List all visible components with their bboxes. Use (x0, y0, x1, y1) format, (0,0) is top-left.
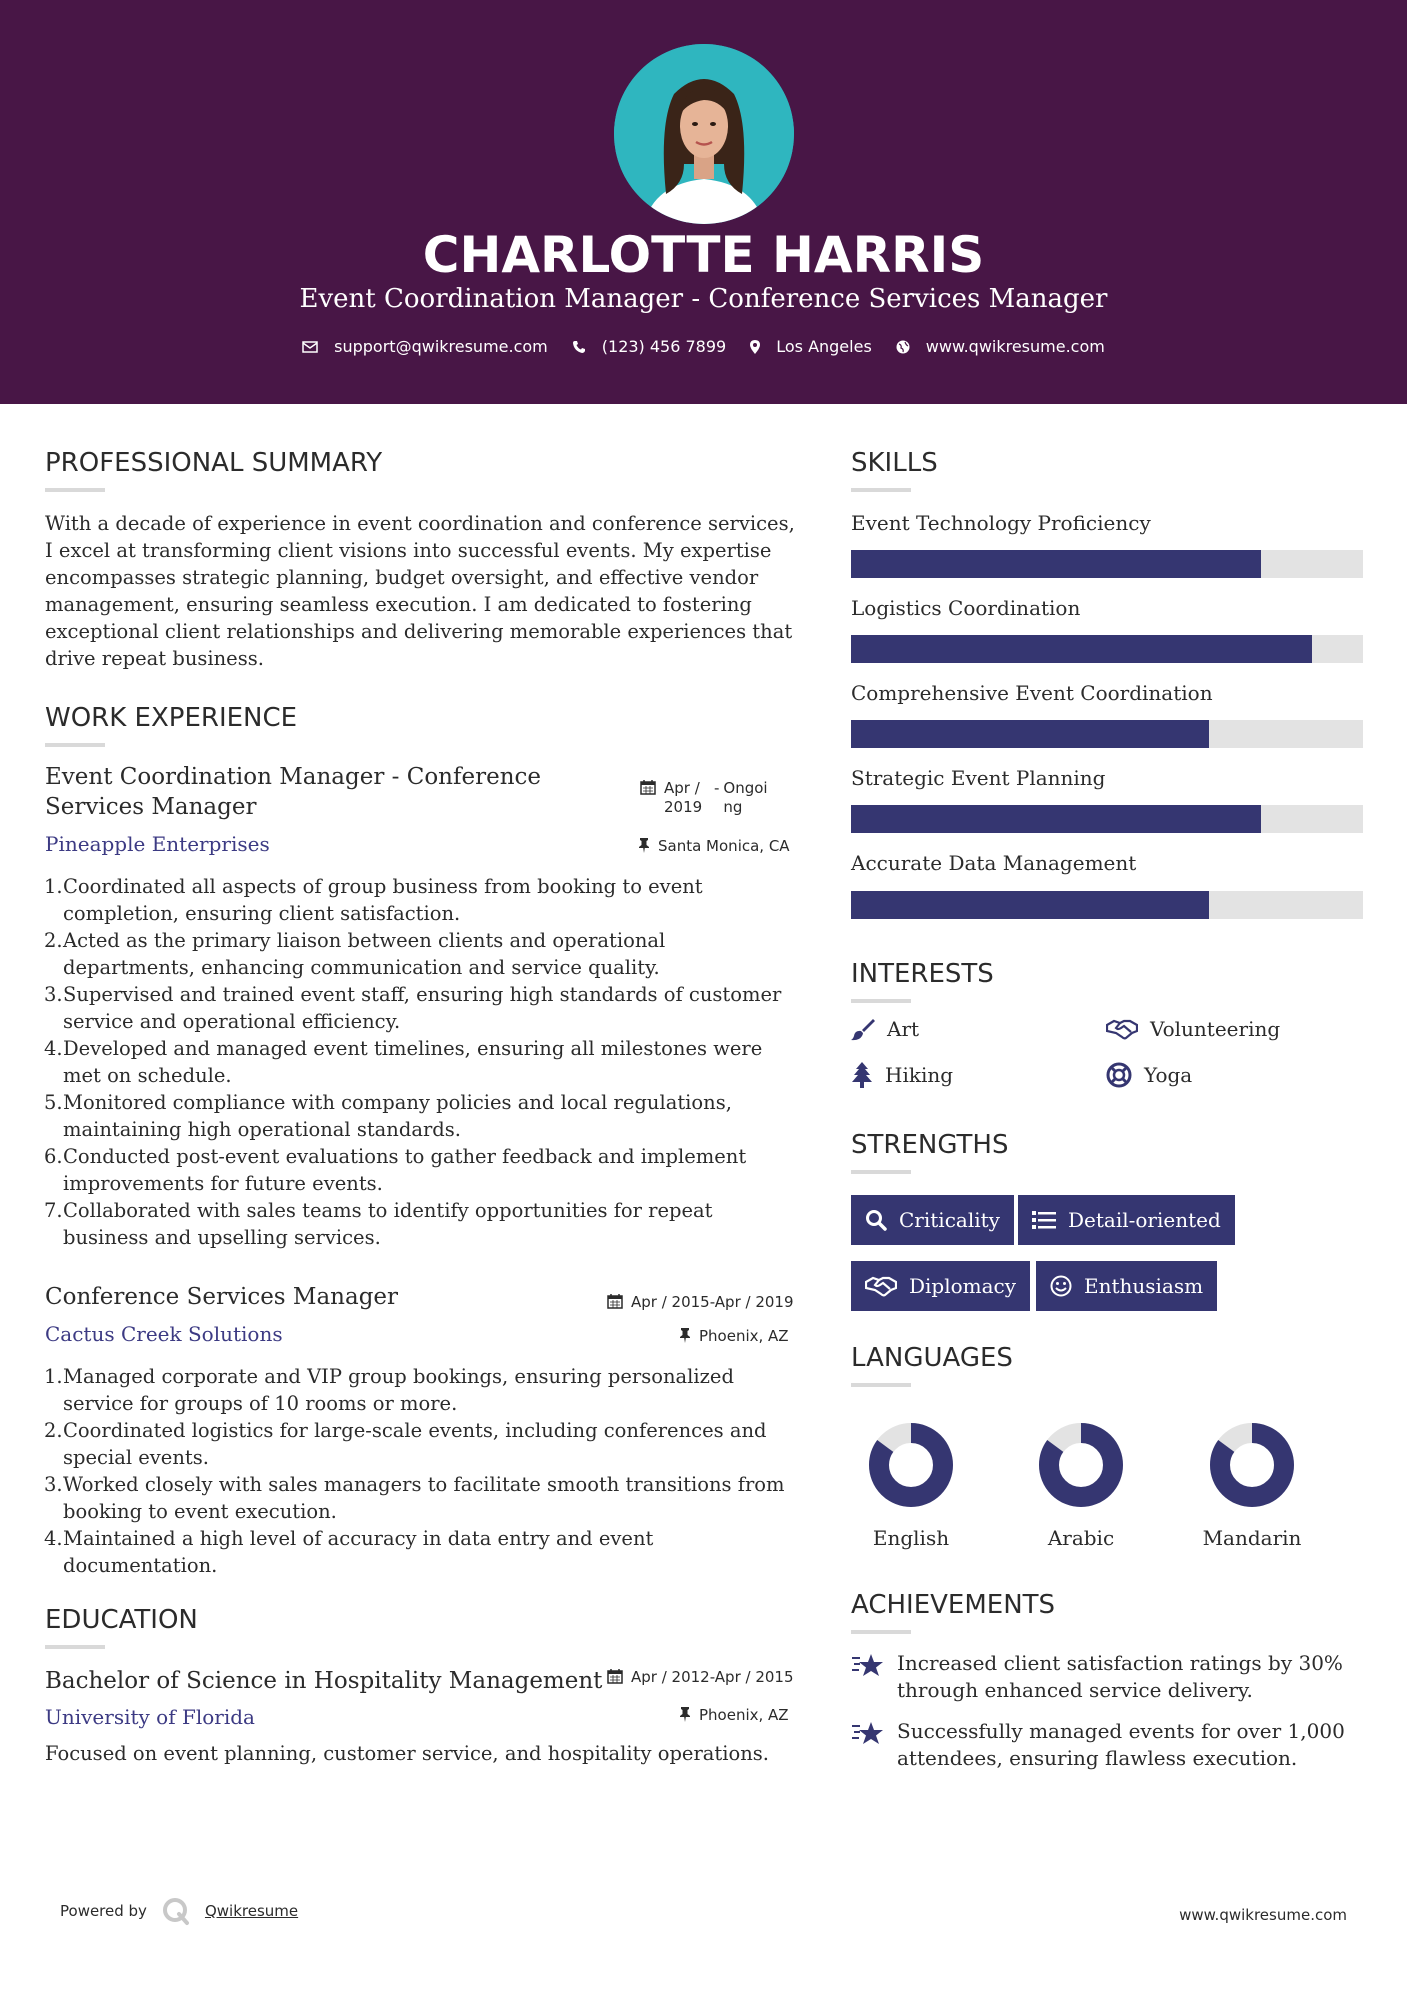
list-item: 3. Supervised and trained event staff, ensuring high standards of customer service and operational efficiency. (44, 983, 782, 1033)
search-icon (865, 1209, 887, 1231)
company-name[interactable]: Cactus Creek Solutions (45, 1322, 283, 1346)
strength-tag (1036, 1261, 1217, 1311)
strength-label: Diplomacy (909, 1274, 1017, 1298)
job-title: Conference Services Manager (45, 1284, 399, 1310)
qwikresume-logo-icon (161, 1896, 191, 1926)
language-item (1192, 1420, 1312, 1550)
achievement-text: Increased client satisfaction ratings by 30% through enhanced service delivery. (897, 1651, 1343, 1702)
job-title: Event Coordination Manager - Conference Services Manager (45, 764, 542, 820)
interest-item (851, 1062, 953, 1088)
tree-icon (851, 1062, 873, 1088)
contact-location (750, 337, 872, 356)
skill-label: Comprehensive Event Coordination (851, 681, 1213, 705)
paintbrush-icon (851, 1017, 875, 1041)
skill-bar (851, 720, 1363, 748)
experience-heading: WORK EXPERIENCE (45, 703, 298, 733)
job-dates (607, 1293, 794, 1311)
summary-heading: PROFESSIONAL SUMMARY (45, 448, 383, 478)
school-name[interactable]: University of Florida (45, 1705, 255, 1729)
interests-rule (851, 999, 911, 1003)
job-location (638, 837, 790, 855)
skills-rule (851, 488, 911, 492)
strength-tag (1018, 1195, 1235, 1245)
achievement-text: Successfully managed events for over 1,000 attendees, ensuring flawless execution. (897, 1719, 1345, 1770)
header-banner (0, 0, 1407, 404)
interest-item (1106, 1062, 1192, 1088)
education-rule (45, 1645, 105, 1649)
contact-location-text: Los Angeles (776, 337, 872, 356)
job-location-text: Santa Monica, CA (658, 837, 790, 855)
contact-phone[interactable] (572, 337, 726, 356)
list-item: 6. Conducted post-event evaluations to gather feedback and implement improvements for future events. (44, 1145, 747, 1195)
list-item: 3. Worked closely with sales managers to facilitate smooth transitions from booking to event execution. (44, 1473, 785, 1523)
envelope-icon (302, 340, 318, 354)
star-icon (851, 1720, 885, 1748)
list-item: 5. Monitored compliance with company policies and local regulations, maintaining high operational standards. (44, 1091, 732, 1141)
powered-by-label: Powered by (60, 1902, 147, 1920)
strength-tag (851, 1195, 1014, 1245)
skill-label: Accurate Data Management (851, 851, 1137, 875)
contact-email[interactable] (302, 337, 548, 356)
skill-bar-fill (851, 891, 1209, 919)
interest-label: Yoga (1144, 1063, 1193, 1087)
globe-icon (896, 340, 910, 354)
experience-rule (45, 743, 105, 747)
job-date-start: Apr / 2019 (664, 779, 703, 816)
skill-bar (851, 805, 1363, 833)
calendar-icon (640, 779, 656, 795)
education-location-text: Phoenix, AZ (699, 1706, 789, 1724)
education-description: Focused on event planning, customer service, and hospitality operations. (45, 1742, 769, 1765)
education-dates (607, 1668, 794, 1686)
language-item (851, 1420, 971, 1550)
skill-bar-fill (851, 720, 1209, 748)
strengths-heading: STRENGTHS (851, 1130, 1009, 1160)
skill-label: Logistics Coordination (851, 596, 1081, 620)
list-item: 1. Coordinated all aspects of group business from booking to event completion, ensuring client satisfaction. (44, 875, 703, 925)
list-item: 4. Maintained a high level of accuracy in data entry and event documentation. (44, 1527, 654, 1577)
job-dates (640, 779, 773, 817)
contact-phone-text: (123) 456 7899 (601, 337, 727, 356)
pushpin-icon (679, 1706, 691, 1722)
contact-website[interactable] (896, 337, 1105, 356)
education-location (679, 1706, 789, 1724)
interest-label: Hiking (885, 1063, 954, 1087)
achievement-item (851, 1718, 1351, 1772)
list-item: 2. Coordinated logistics for large-scale events, including conferences and special events. (44, 1419, 767, 1469)
company-name[interactable]: Pineapple Enterprises (45, 832, 270, 856)
skill-bar-fill (851, 805, 1261, 833)
skill-bar-fill (851, 550, 1261, 578)
handshake-icon (1106, 1017, 1138, 1041)
education-dates-text: Apr / 2012-Apr / 2015 (631, 1668, 794, 1686)
list-item: 4. Developed and managed event timelines, ensuring all milestones were met on schedule. (44, 1037, 763, 1087)
contact-bar (0, 337, 1407, 356)
list-item: 2. Acted as the primary liaison between clients and operational departments, enhancing communication and service quality. (44, 929, 666, 979)
languages-rule (851, 1383, 911, 1387)
calendar-icon (607, 1668, 623, 1684)
skill-label: Strategic Event Planning (851, 766, 1106, 790)
strength-label: Enthusiasm (1084, 1274, 1204, 1298)
strength-label: Detail-oriented (1068, 1208, 1221, 1232)
language-label: Arabic (1047, 1526, 1115, 1550)
pushpin-icon (679, 1327, 691, 1343)
handshake-icon (865, 1274, 897, 1298)
candidate-name: CHARLOTTE HARRIS (422, 226, 985, 284)
achievement-item (851, 1650, 1351, 1704)
pushpin-icon (638, 837, 650, 853)
language-donut (866, 1420, 956, 1510)
contact-website-text: www.qwikresume.com (925, 337, 1105, 356)
smile-icon (1050, 1275, 1072, 1297)
strengths-rule (851, 1170, 911, 1174)
language-donut (1207, 1420, 1297, 1510)
skill-bar (851, 635, 1363, 663)
job-location (679, 1327, 789, 1345)
footer-website[interactable]: www.qwikresume.com (1179, 1906, 1347, 1924)
job-bullets (45, 1363, 810, 1579)
interest-item (1106, 1017, 1280, 1041)
job-dates-text: Apr / 2015-Apr / 2019 (631, 1293, 794, 1311)
lifebuoy-icon (1106, 1062, 1132, 1088)
language-donut (1036, 1420, 1126, 1510)
interest-label: Volunteering (1150, 1017, 1281, 1041)
strength-tag (851, 1261, 1030, 1311)
calendar-icon (607, 1293, 623, 1309)
interests-heading: INTERESTS (851, 959, 994, 989)
interest-label: Art (887, 1017, 920, 1041)
degree-title: Bachelor of Science in Hospitality Management (45, 1668, 603, 1694)
date-separator: - (714, 779, 720, 797)
languages-heading: LANGUAGES (851, 1343, 1013, 1373)
language-label: English (872, 1526, 950, 1550)
language-label: Mandarin (1202, 1526, 1302, 1550)
skills-heading: SKILLS (851, 448, 938, 478)
qwikresume-link[interactable]: Qwikresume (204, 1902, 299, 1920)
strength-label: Criticality (899, 1208, 1000, 1232)
education-heading: EDUCATION (45, 1605, 198, 1635)
job-bullets (45, 873, 800, 1251)
skill-bar (851, 550, 1363, 578)
profile-photo (614, 44, 794, 224)
achievements-heading: ACHIEVEMENTS (851, 1590, 1056, 1620)
summary-rule (45, 488, 105, 492)
skill-bar-fill (851, 635, 1312, 663)
contact-email-text: support@qwikresume.com (334, 337, 548, 356)
summary-text: With a decade of experience in event coordination and conference services, I excel at transforming client visions into successful events. My expertise encompasses strategic planning, budget oversight, and effective vendor management, ensuring seamless execution. I am dedicated to fostering exceptional client relationships and delivering memorable experiences that drive repeat business. (45, 512, 795, 670)
candidate-title: Event Coordination Manager - Conference Services Manager (299, 284, 1108, 314)
list-item: 1. Managed corporate and VIP group bookings, ensuring personalized service for groups of 10 rooms or more. (44, 1365, 734, 1415)
list-item: 7. Collaborated with sales teams to identify opportunities for repeat business and upselling services. (44, 1199, 713, 1249)
achievements-rule (851, 1630, 911, 1634)
phone-icon (572, 340, 586, 354)
job-location-text: Phoenix, AZ (699, 1327, 789, 1345)
job-date-end: Ongoing (723, 779, 768, 816)
skill-label: Event Technology Proficiency (851, 511, 1151, 535)
star-icon (851, 1652, 885, 1680)
skill-bar (851, 891, 1363, 919)
language-item (1021, 1420, 1141, 1550)
map-pin-icon (750, 340, 760, 354)
list-icon (1032, 1210, 1056, 1230)
footer-branding (60, 1896, 298, 1926)
interest-item (851, 1017, 919, 1041)
